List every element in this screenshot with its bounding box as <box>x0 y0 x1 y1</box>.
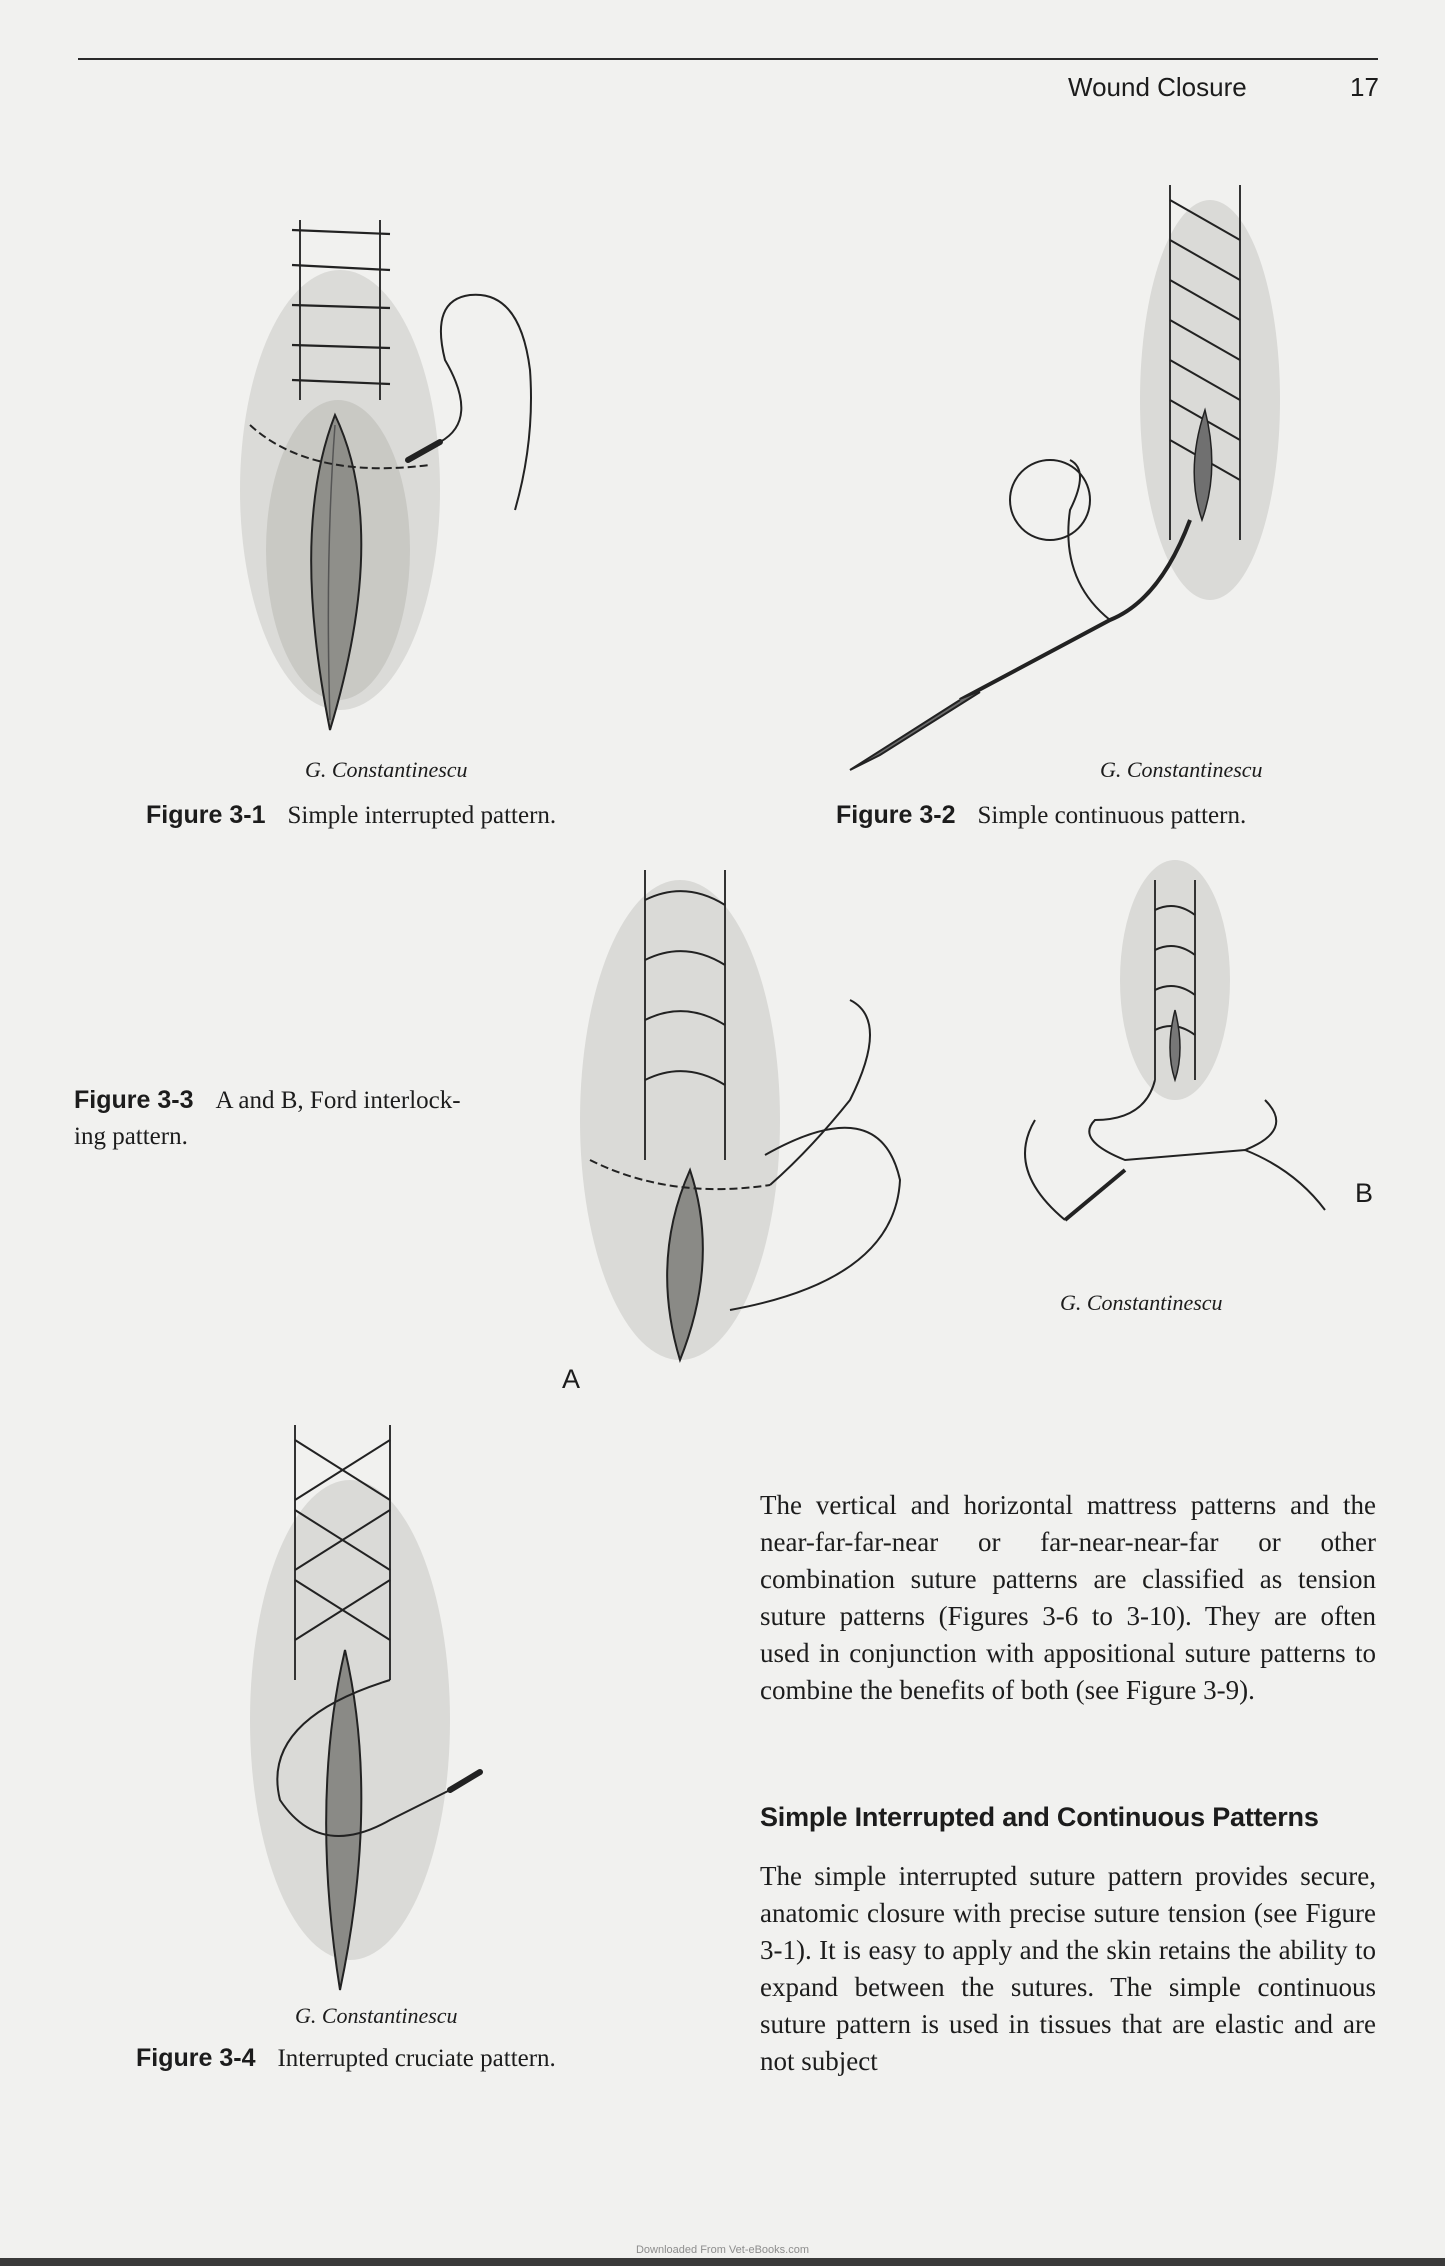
figure-3-3-signature: G. Constantinescu <box>1060 1290 1223 1315</box>
caption-text: A and B, Ford interlock- <box>215 1087 461 1114</box>
running-head-chapter: Wound Closure <box>1068 72 1247 102</box>
figure-3-1-caption <box>146 797 556 834</box>
figure-3-1-signature: G. Constantinescu <box>305 757 468 782</box>
paragraph-text: The simple interrupted suture pattern provides secure, anatomic closure with precise suture tension (see Figure 3-1). It is easy to apply and the skin retains the ability to expand between the sutures. The simple continuous suture pattern is used in tissues that are elastic and are not subject <box>760 1861 1376 2076</box>
figure-3-3a-illustration <box>550 860 930 1380</box>
figure-3-4-caption <box>136 2040 556 2077</box>
caption-text-continued: ing pattern. <box>74 1123 188 1150</box>
figure-number: Figure 3-4 <box>136 2044 256 2072</box>
page-number: 17 <box>1350 72 1379 102</box>
body-paragraph-2 <box>760 1858 1376 2080</box>
figure-3-4-signature: G. Constantinescu <box>295 2003 458 2028</box>
figure-3-1-illustration <box>230 210 560 800</box>
figure-3-3-label-a: A <box>562 1364 581 1394</box>
caption-text: Simple interrupted pattern. <box>287 802 557 829</box>
figure-number: Figure 3-2 <box>836 801 956 829</box>
figure-3-3-label-b: B <box>1355 1178 1374 1208</box>
section-heading: Simple Interrupted and Continuous Patterns <box>760 1802 1319 1832</box>
figure-3-2-caption <box>836 797 1246 834</box>
page-bottom-edge <box>0 2258 1445 2266</box>
figure-number: Figure 3-3 <box>74 1086 194 1114</box>
figure-number: Figure 3-1 <box>146 801 266 829</box>
figure-3-2-illustration <box>810 180 1290 780</box>
header-rule <box>78 58 1378 60</box>
body-paragraph-1 <box>760 1487 1376 1709</box>
paragraph-text: The vertical and horizontal mattress patterns and the near-far-far-near or far-near-near-far or other combination suture patterns are classified as tension suture patterns (Figures 3-6 to 3-10). They are often used in conjunction with appositional suture patterns to combine the benefits of both (see Figure 3-9). <box>760 1490 1376 1705</box>
caption-text: Interrupted cruciate pattern. <box>277 2045 556 2072</box>
figure-3-3b-illustration <box>975 870 1345 1230</box>
figure-3-3-caption <box>74 1082 461 1155</box>
figure-3-2-signature: G. Constantinescu <box>1100 757 1263 782</box>
footer-watermark: Downloaded From Vet-eBooks.com <box>635 2244 810 2256</box>
figure-3-4-illustration <box>240 1420 500 2010</box>
caption-text: Simple continuous pattern. <box>977 802 1247 829</box>
